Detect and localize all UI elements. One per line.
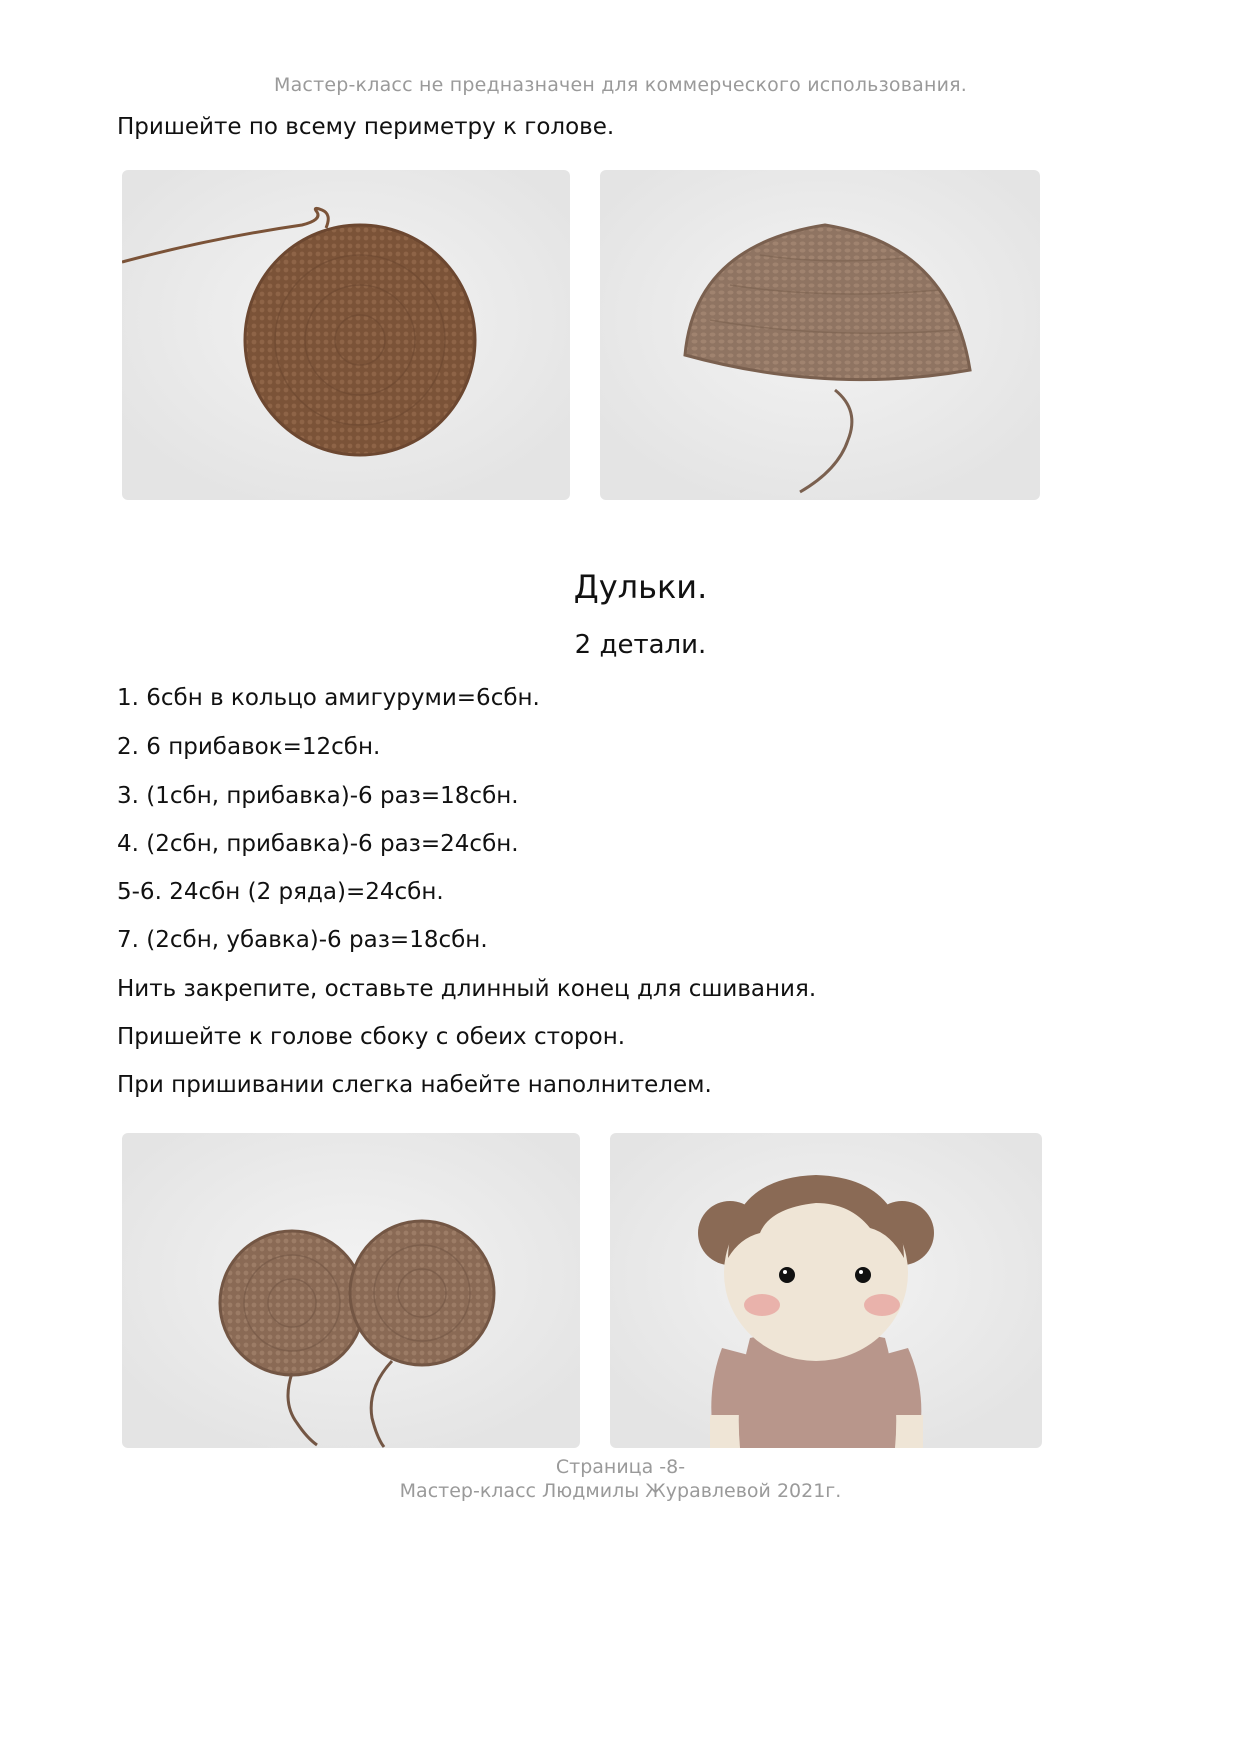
step-item: 1. 6сбн в кольцо амигуруми=6сбн. bbox=[117, 685, 540, 711]
step-item: 2. 6 прибавок=12сбн. bbox=[117, 734, 381, 760]
section-subtitle: 2 детали. bbox=[574, 630, 707, 660]
step-item: 4. (2сбн, прибавка)-6 раз=24сбн. bbox=[117, 831, 519, 857]
photo-two-buns bbox=[122, 1133, 580, 1448]
intro-instruction: Пришейте по всему периметру к голове. bbox=[117, 114, 615, 140]
header-disclaimer: Мастер-класс не предназначен для коммерческого использования. bbox=[274, 74, 967, 96]
step-item: 3. (1сбн, прибавка)-6 раз=18сбн. bbox=[117, 783, 519, 809]
photo-flat-circle bbox=[122, 170, 570, 500]
step-item: 7. (2сбн, убавка)-6 раз=18сбн. bbox=[117, 927, 488, 953]
note-item: При пришивании слегка набейте наполнителем. bbox=[117, 1072, 712, 1098]
photo-doll-with-buns bbox=[610, 1133, 1042, 1448]
photo-hair-cap bbox=[600, 170, 1040, 500]
note-item: Нить закрепите, оставьте длинный конец для сшивания. bbox=[117, 976, 817, 1002]
step-item: 5-6. 24сбн (2 ряда)=24сбн. bbox=[117, 879, 444, 905]
footer-author: Мастер-класс Людмилы Журавлевой 2021г. bbox=[399, 1480, 842, 1502]
note-item: Пришейте к голове сбоку с обеих сторон. bbox=[117, 1024, 626, 1050]
page-number: Страница -8- bbox=[555, 1456, 686, 1478]
section-title: Дульки. bbox=[573, 568, 708, 606]
